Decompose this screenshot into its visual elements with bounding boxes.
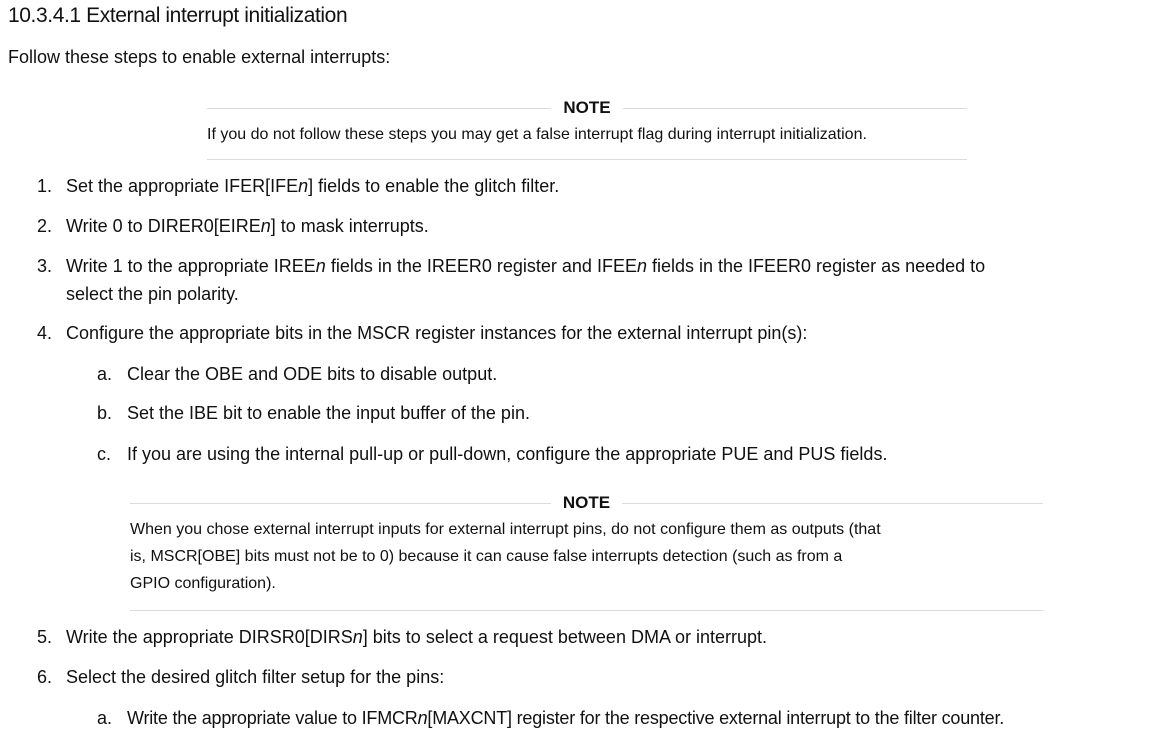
list-text: Write 0 to DIRER0[EIREn] to mask interrupts. (66, 216, 429, 236)
note-rule-bottom (130, 610, 1043, 611)
list-text: Write 1 to the appropriate IREEn fields in the IREER0 register and IFEEn fields in the IFEER0 register as needed to select the pin polarity. (66, 256, 986, 304)
list-item-step-5 (37, 623, 1157, 651)
list-text: Set the IBE bit to enable the input buffer of the pin. (127, 403, 530, 423)
list-item-step-4 (37, 319, 1157, 347)
list-marker: 1. (37, 176, 53, 196)
list-item-step-3 (37, 252, 1162, 308)
intro-paragraph: Follow these steps to enable external interrupts: (8, 47, 391, 67)
list-text: If you are using the internal pull-up or pull-down, configure the appropriate PUE and PUS fields. (127, 444, 888, 464)
list-marker: 4. (37, 323, 53, 343)
list-text: Set the appropriate IFER[IFEn] fields to enable the glitch filter. (66, 176, 560, 196)
list-marker: a. (97, 364, 113, 384)
list-marker: b. (97, 403, 113, 423)
list-text: Write the appropriate DIRSR0[DIRSn] bits to select a request between DMA or interrupt. (66, 627, 767, 647)
note-box (207, 95, 967, 161)
list-marker: a. (97, 708, 113, 728)
list-marker: 5. (37, 627, 53, 647)
note-text-line: When you chose external interrupt inputs for external interrupt pins, do not configure them as outputs (that (130, 521, 881, 538)
list-item-step-6 (37, 663, 1157, 691)
list-item-substep-4a (97, 360, 1157, 388)
note-title: NOTE (207, 95, 967, 121)
list-marker: c. (97, 444, 112, 464)
note-rule-bottom (207, 159, 967, 160)
list-item-step-1 (37, 172, 1157, 200)
note-box (130, 490, 1043, 614)
note-text-line: GPIO configuration). (130, 575, 276, 592)
note-title: NOTE (130, 490, 1043, 516)
section-heading: 10.3.4.1 External interrupt initialization (8, 4, 348, 27)
list-item-substep-6a (97, 704, 1165, 732)
list-text: Select the desired glitch filter setup for the pins: (66, 667, 445, 687)
note-text: If you do not follow these steps you may get a false interrupt flag during interrupt initialization. (207, 126, 867, 143)
list-item-substep-4c (97, 440, 1157, 468)
list-text: Configure the appropriate bits in the MSCR register instances for the external interrupt pin(s): (66, 323, 808, 343)
note-text-line: is, MSCR[OBE] bits must not be to 0) because it can cause false interrupts detection (such as from a (130, 548, 843, 565)
list-text: Write the appropriate value to IFMCRn[MAXCNT] register for the respective external interrupt to the filter counter. (127, 708, 1005, 728)
list-marker: 6. (37, 667, 53, 687)
list-text: Clear the OBE and ODE bits to disable output. (127, 364, 498, 384)
list-item-step-2 (37, 212, 1157, 240)
list-marker: 2. (37, 216, 53, 236)
list-marker: 3. (37, 256, 53, 276)
list-item-substep-4b (97, 399, 1157, 427)
